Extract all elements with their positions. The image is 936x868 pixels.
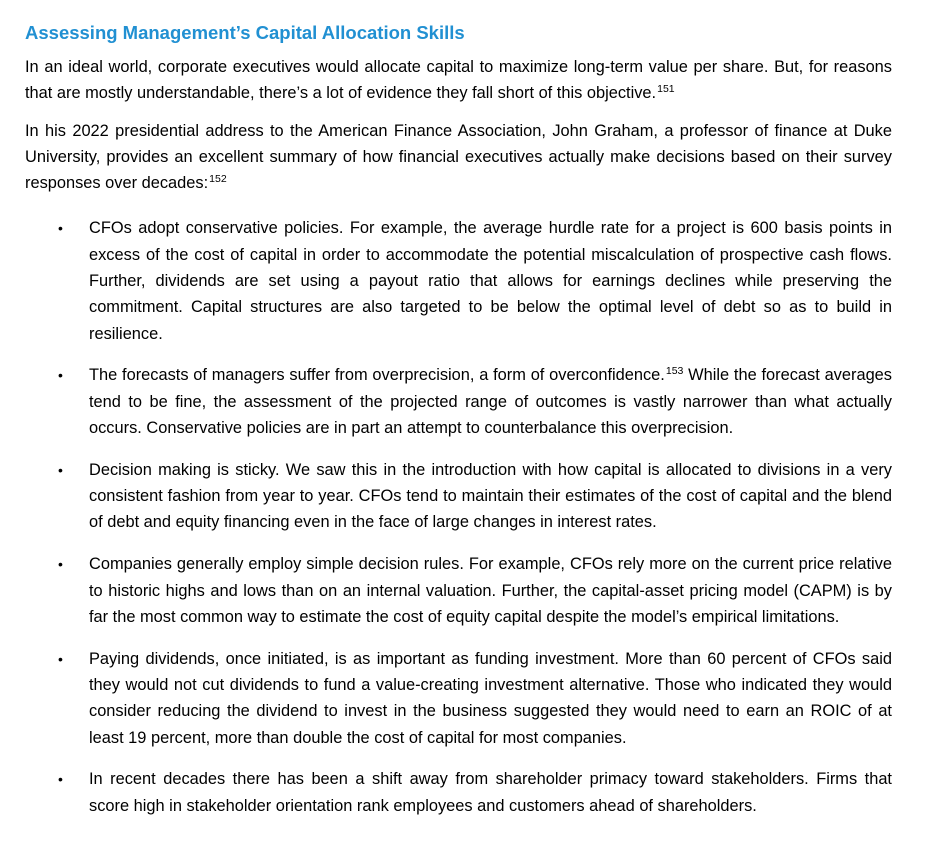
footnote-ref-152[interactable]: 152 bbox=[209, 173, 227, 186]
bullet-icon: • bbox=[58, 650, 63, 667]
graham-paragraph-text: In his 2022 presidential address to the American Finance Association, John Graham, a professor of finance at Duke University, provides an excellent summary of how financial executives actually make decisions based on their survey responses over decades: bbox=[25, 121, 892, 193]
intro-paragraph-text: In an ideal world, corporate executives would allocate capital to maximize long-term value per share. But, for reasons that are mostly understandable, there’s a lot of evidence they fall short of this objective. bbox=[25, 58, 892, 103]
findings-list bbox=[25, 215, 892, 818]
list-item-overprecision bbox=[25, 362, 892, 441]
graham-paragraph bbox=[25, 118, 892, 197]
intro-paragraph bbox=[25, 54, 892, 107]
list-item-conservative-policies bbox=[25, 215, 892, 346]
list-item-text: In recent decades there has been a shift away from shareholder primacy toward stakeholders. Firms that score high in stakeholder orientation rank employees and customers ahead of shareholders. bbox=[89, 770, 892, 815]
bullet-icon: • bbox=[58, 461, 63, 478]
list-item-simple-rules bbox=[25, 551, 892, 630]
list-item-sticky-decisions bbox=[25, 457, 892, 536]
list-item-stakeholders bbox=[25, 766, 892, 819]
list-item-text: Companies generally employ simple decision rules. For example, CFOs rely more on the current price relative to historic highs and lows than on an internal valuation. Further, the capital-asset pricing model (CAPM) is by far the most common way to estimate the cost of equity capital despite the model’s empirical limitations. bbox=[89, 555, 892, 626]
section-heading: Assessing Management’s Capital Allocation Skills bbox=[25, 22, 465, 43]
bullet-icon: • bbox=[58, 220, 63, 237]
bullet-icon: • bbox=[58, 556, 63, 573]
bullet-icon: • bbox=[58, 771, 63, 788]
list-item-text: The forecasts of managers suffer from overprecision, a form of overconfidence. bbox=[89, 366, 665, 385]
document-page bbox=[25, 20, 892, 834]
footnote-ref-151[interactable]: 151 bbox=[657, 83, 675, 96]
list-item-dividends bbox=[25, 646, 892, 751]
list-item-text: Decision making is sticky. We saw this in the introduction with how capital is allocated to divisions in a very consistent fashion from year to year. CFOs tend to maintain their estimates of the cost of capital and the blend of debt and equity financing even in the face of large changes in interest rates. bbox=[89, 460, 892, 532]
footnote-ref-153[interactable]: 153 bbox=[665, 365, 684, 378]
bullet-icon: • bbox=[58, 367, 63, 384]
list-item-text: Paying dividends, once initiated, is as important as funding investment. More than 60 percent of CFOs said they would not cut dividends to fund a value-creating investment alternative. Those who indicated they would consider reducing the dividend to invest in the business suggested they would need to earn an ROIC of at least 19 percent, more than double the cost of capital for most companies. bbox=[89, 649, 892, 747]
list-item-text-continued: While the forecast averages tend to be fine, the assessment of the projected range of outcomes is vastly narrower than what actually occurs. Conservative policies are in part an attempt to counterbalance this overprecision. bbox=[89, 366, 892, 438]
list-item-text: CFOs adopt conservative policies. For example, the average hurdle rate for a project is 600 basis points in excess of the cost of capital in order to accommodate the potential miscalculation of prospective cash flows. Further, dividends are set using a payout ratio that allows for earnings declines while preserving the commitment. Capital structures are also targeted to be below the optimal level of debt so as to build in resilience. bbox=[89, 219, 892, 343]
